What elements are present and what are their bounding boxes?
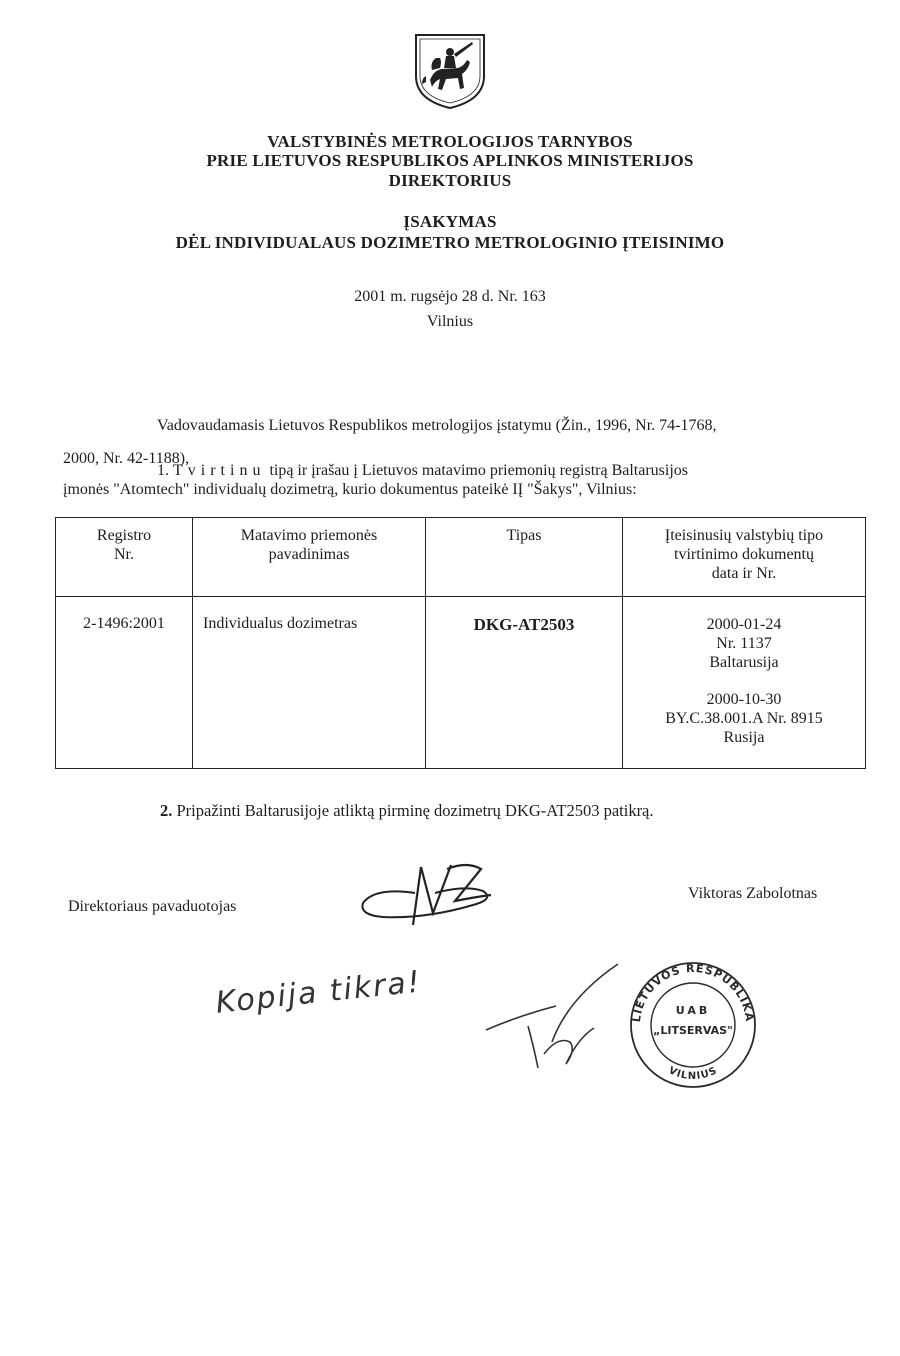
- header-instrument-name: [193, 518, 426, 597]
- doc-1-country: Baltarusija: [709, 654, 779, 671]
- item-1-number: 1.: [157, 462, 169, 479]
- doc-2-number: BY.C.38.001.A Nr. 8915: [665, 710, 823, 727]
- stamp-center-1: UAB: [675, 1004, 711, 1017]
- item-1-spaced-word: Tvirtinu: [173, 462, 266, 479]
- order-date: 2001 m. rugsėjo 28 d. Nr. 163: [354, 288, 546, 305]
- intro-line-1: Vadovaudamasis Lietuvos Respublikos metrologijos įstatymu (Žin., 1996, Nr. 74-1768,: [157, 417, 717, 434]
- doc-1-number: Nr. 1137: [716, 635, 772, 652]
- item-1-line-2: įmonės "Atomtech" individualų dozimetrą, kurio dokumentus pateikė IĮ "Šakys", Vilnius:: [63, 481, 637, 498]
- doc-2-date: 2000-10-30: [706, 691, 782, 708]
- cell-registry-no: 2-1496:2001: [56, 597, 193, 769]
- registry-table: [55, 517, 866, 769]
- header-text: tvirtinimo dokumentų: [674, 546, 814, 563]
- table-header-row: [56, 518, 866, 597]
- header-text: Nr.: [114, 546, 134, 563]
- institution-line-3: DIREKTORIUS: [388, 171, 512, 190]
- header-text: Įteisinusių valstybių tipo: [664, 527, 824, 544]
- cell-instrument-name: Individualus dozimetras: [193, 597, 426, 769]
- order-place: Vilnius: [426, 313, 474, 330]
- company-stamp-icon: [620, 960, 766, 1090]
- handwritten-note: Kopija tikra!: [214, 964, 424, 1021]
- item-2-number: 2.: [160, 801, 173, 820]
- spacer: [623, 672, 865, 690]
- header-type: [426, 518, 623, 597]
- item-2-text: Pripažinti Baltarusijoje atliktą pirminę dozimetrų DKG-AT2503 patikrą.: [176, 801, 654, 820]
- header-registry-no: [56, 518, 193, 597]
- coat-of-arms-icon: [412, 32, 488, 110]
- doc-2-country: Rusija: [723, 729, 765, 746]
- doc-1-date: 2000-01-24: [706, 616, 782, 633]
- item-2: [160, 801, 654, 821]
- header-text: Tipas: [506, 527, 542, 544]
- header-text: pavadinimas: [268, 546, 350, 563]
- intro-line-2: 2000, Nr. 42-1188),: [63, 450, 190, 467]
- director-signature-icon: [355, 855, 505, 935]
- header-text: Registro: [96, 527, 152, 544]
- institution-line-2: PRIE LIETUVOS RESPUBLIKOS APLINKOS MINISTERIJOS: [206, 151, 694, 170]
- stamp-ring-top: LIETUVOS RESPUBLIKA: [629, 961, 757, 1023]
- stamp-center-2: „LITSERVAS": [653, 1024, 733, 1037]
- cell-type: DKG-AT2503: [426, 597, 623, 769]
- institution-line-1: VALSTYBINĖS METROLOGIJOS TARNYBOS: [267, 132, 633, 151]
- header-text: Matavimo priemonės: [240, 527, 378, 544]
- cell-approval-docs: [623, 597, 866, 769]
- signatory-name: Viktoras Zabolotnas: [688, 885, 818, 902]
- header-approval-docs: [623, 518, 866, 597]
- signatory-position: Direktoriaus pavaduotojas: [68, 898, 237, 915]
- stamp-ring-bottom: VILNIUS: [666, 1065, 720, 1083]
- item-1-rest: tipą ir įrašau į Lietuvos matavimo priemonių registrą Baltarusijos: [269, 462, 689, 479]
- order-subject: DĖL INDIVIDUALAUS DOZIMETRO METROLOGINIO ĮTEISINIMO: [175, 233, 725, 252]
- certifier-signature-icon: [478, 958, 628, 1078]
- header-text: data ir Nr.: [711, 565, 777, 582]
- table-row: [56, 597, 866, 769]
- item-1-line-1: [157, 462, 688, 480]
- order-title: ĮSAKYMAS: [403, 212, 497, 231]
